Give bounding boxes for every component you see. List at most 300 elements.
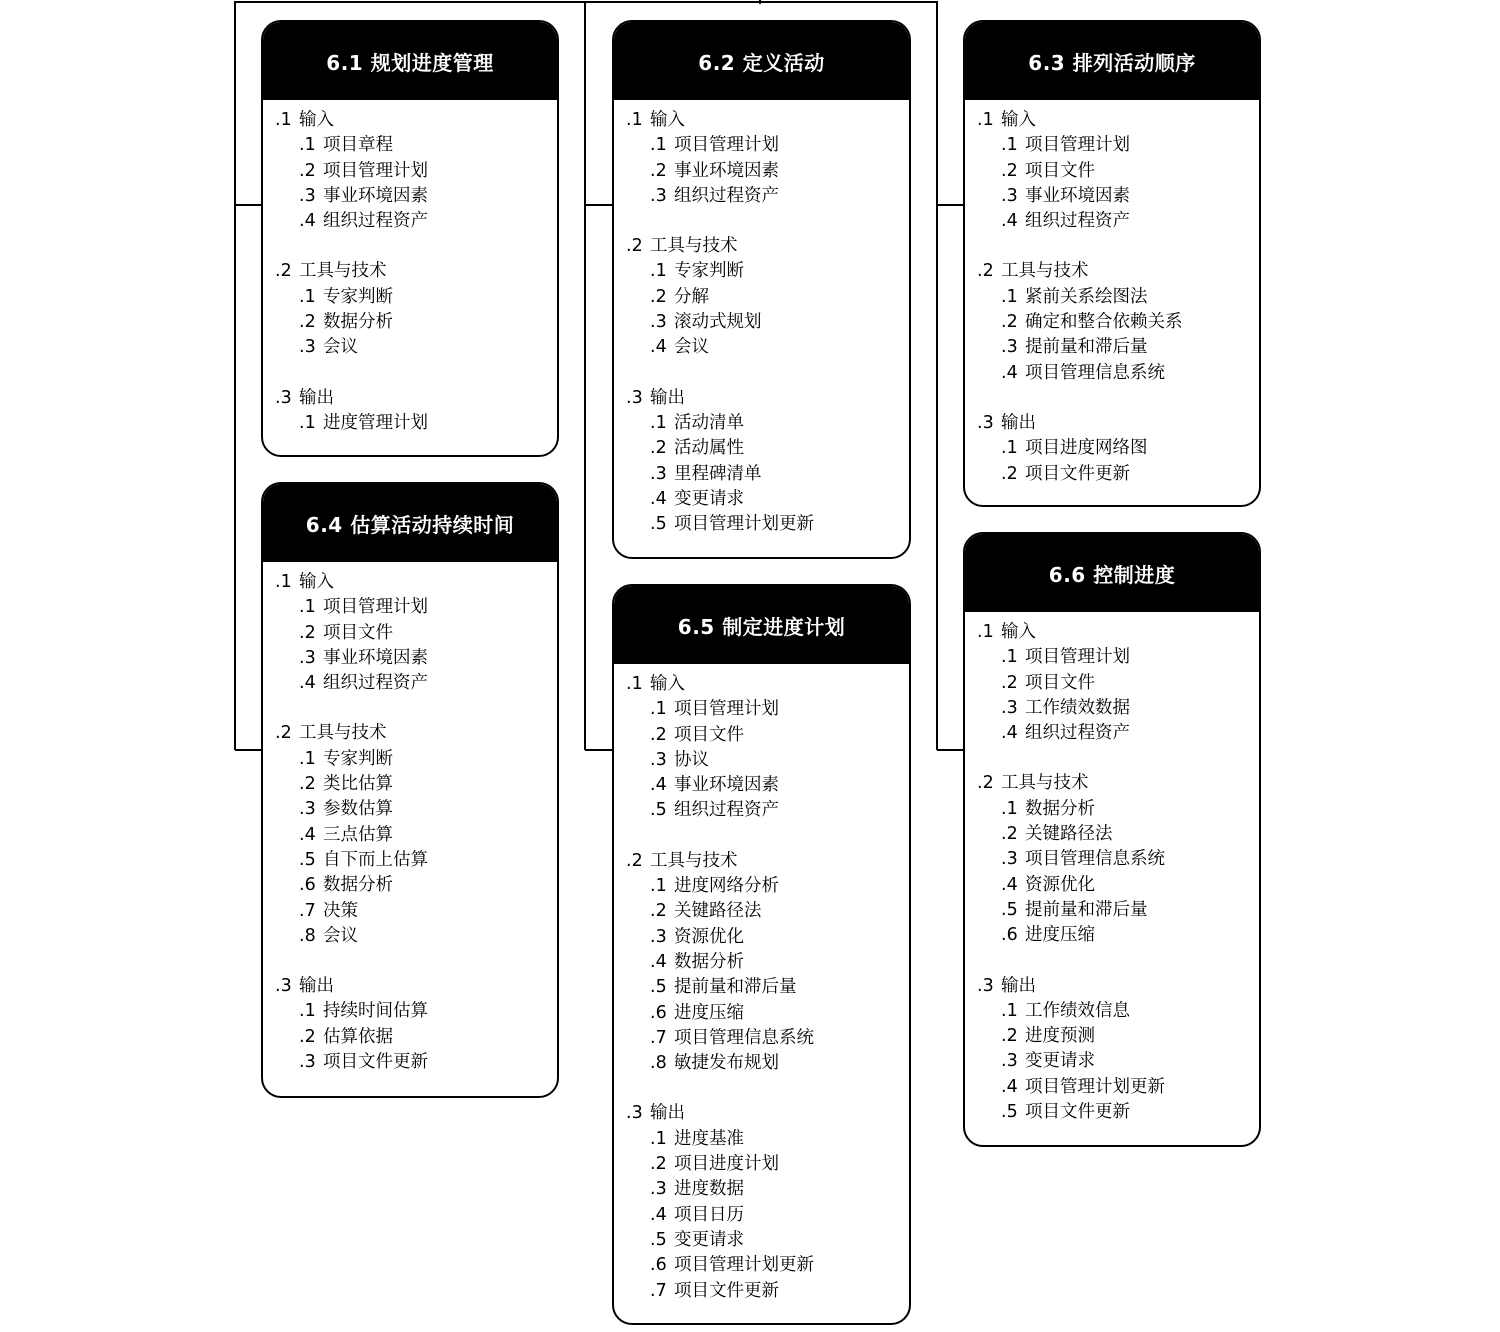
list-item: [626, 1279, 909, 1304]
list-item: [626, 899, 909, 924]
list-item: [275, 335, 557, 360]
item-text: 进度数据: [674, 1179, 744, 1200]
item-text: 进度压缩: [1025, 925, 1095, 946]
item-number: .1: [299, 286, 316, 307]
section-heading: [626, 386, 909, 411]
item-number: .2: [1001, 1026, 1018, 1047]
section-number: .2: [275, 261, 292, 282]
item-number: .5: [1001, 1102, 1018, 1123]
process-body: [614, 100, 909, 537]
list-item: [275, 797, 557, 822]
item-text: 事业环境因素: [323, 185, 428, 206]
process-section: [626, 672, 909, 824]
item-number: .4: [1001, 874, 1018, 895]
section-number: .3: [977, 412, 994, 433]
list-item: [977, 335, 1259, 360]
item-text: 提前量和滞后量: [674, 977, 797, 998]
process-section: [275, 259, 557, 360]
section-label: 工具与技术: [650, 236, 738, 257]
list-item: [275, 772, 557, 797]
item-text: 进度管理计划: [323, 412, 428, 433]
list-item: [275, 747, 557, 772]
item-number: .2: [299, 312, 316, 333]
section-number: .3: [275, 387, 292, 408]
item-number: .2: [650, 438, 667, 459]
item-text: 项目管理计划: [1025, 647, 1130, 668]
list-item: [977, 159, 1259, 184]
item-text: 项目管理计划更新: [674, 1255, 814, 1276]
list-item: [977, 1024, 1259, 1049]
process-title: 6.1 规划进度管理: [263, 22, 557, 100]
item-number: .2: [299, 160, 316, 181]
item-number: .3: [1001, 1051, 1018, 1072]
item-text: 项目日历: [674, 1204, 744, 1225]
item-number: .3: [299, 647, 316, 668]
list-item: [977, 923, 1259, 948]
item-number: .6: [299, 875, 316, 896]
item-number: .4: [650, 1204, 667, 1225]
section-heading: [275, 974, 557, 999]
section-heading: [626, 672, 909, 697]
item-number: .1: [650, 699, 667, 720]
section-label: 输入: [650, 674, 685, 694]
section-heading: [626, 849, 909, 874]
list-item: [626, 512, 909, 537]
list-item: [275, 184, 557, 209]
item-number: .1: [1001, 135, 1018, 156]
item-text: 项目文件: [674, 724, 744, 745]
list-item: [977, 847, 1259, 872]
process-body: [965, 612, 1259, 1125]
item-number: .3: [299, 337, 316, 358]
item-number: .3: [299, 185, 316, 206]
item-number: .5: [650, 977, 667, 998]
item-text: 关键路径法: [674, 901, 762, 922]
process-section: [977, 259, 1259, 385]
list-item: [275, 595, 557, 620]
process-section: [626, 386, 909, 538]
item-text: 进度网络分析: [674, 876, 779, 897]
item-number: .1: [1001, 286, 1018, 307]
section-label: 输出: [1001, 975, 1036, 996]
process-title: 6.6 控制进度: [965, 534, 1259, 612]
process-section: [275, 974, 557, 1075]
item-number: .5: [1001, 899, 1018, 920]
list-item: [977, 999, 1259, 1024]
item-text: 提前量和滞后量: [1025, 899, 1148, 920]
item-number: .1: [299, 412, 316, 433]
list-item: [626, 436, 909, 461]
item-text: 事业环境因素: [323, 647, 428, 668]
item-number: .2: [299, 622, 316, 643]
process-section: [626, 234, 909, 360]
list-item: [977, 797, 1259, 822]
list-item: [977, 873, 1259, 898]
item-text: 专家判断: [674, 261, 744, 282]
item-number: .1: [299, 135, 316, 156]
section-label: 输出: [650, 387, 685, 408]
item-text: 估算依据: [323, 1026, 393, 1047]
list-item: [626, 1001, 909, 1026]
item-text: 项目管理计划更新: [674, 514, 814, 535]
list-item: [626, 133, 909, 158]
list-item: [626, 874, 909, 899]
item-text: 进度压缩: [674, 1002, 744, 1023]
list-item: [626, 1228, 909, 1253]
item-text: 分解: [674, 286, 709, 307]
item-text: 资源优化: [674, 926, 744, 947]
process-title: 6.3 排列活动顺序: [965, 22, 1259, 100]
list-item: [977, 436, 1259, 461]
item-text: 项目管理信息系统: [1025, 849, 1165, 870]
item-number: .2: [1001, 463, 1018, 484]
list-item: [626, 1152, 909, 1177]
list-item: [275, 1050, 557, 1075]
item-text: 组织过程资产: [1025, 723, 1130, 744]
item-number: .1: [299, 748, 316, 769]
list-item: [626, 1051, 909, 1076]
process-section: [275, 386, 557, 437]
section-number: .1: [275, 572, 292, 592]
item-number: .8: [650, 1053, 667, 1074]
item-number: .3: [650, 463, 667, 484]
process-section: [977, 108, 1259, 234]
item-text: 项目进度网络图: [1025, 438, 1148, 459]
item-text: 类比估算: [323, 774, 393, 795]
item-number: .3: [299, 799, 316, 820]
item-number: .4: [1001, 211, 1018, 232]
item-number: .4: [650, 951, 667, 972]
item-text: 项目章程: [323, 135, 393, 156]
item-text: 项目文件: [1025, 160, 1095, 181]
list-item: [626, 975, 909, 1000]
item-text: 项目管理计划: [674, 135, 779, 156]
item-text: 里程碑清单: [674, 463, 762, 484]
item-number: .1: [650, 1128, 667, 1149]
item-text: 项目管理信息系统: [1025, 362, 1165, 383]
item-number: .5: [650, 514, 667, 535]
list-item: [626, 411, 909, 436]
section-number: .3: [275, 976, 292, 997]
process-section: [626, 108, 909, 209]
item-text: 组织过程资产: [323, 673, 428, 694]
item-text: 数据分析: [323, 875, 393, 896]
list-item: [977, 696, 1259, 721]
item-number: .2: [1001, 312, 1018, 333]
process-card-6-5: [612, 584, 911, 1325]
process-title: 6.4 估算活动持续时间: [263, 484, 557, 562]
item-number: .3: [650, 1179, 667, 1200]
item-number: .6: [1001, 925, 1018, 946]
item-number: .4: [1001, 362, 1018, 383]
item-number: .3: [1001, 849, 1018, 870]
item-text: 数据分析: [1025, 798, 1095, 819]
list-item: [977, 285, 1259, 310]
item-text: 资源优化: [1025, 874, 1095, 895]
process-section: [977, 771, 1259, 948]
section-number: .3: [626, 387, 643, 408]
section-heading: [977, 259, 1259, 284]
item-text: 变更请求: [674, 1229, 744, 1250]
item-number: .3: [1001, 337, 1018, 358]
list-item: [275, 848, 557, 873]
item-text: 项目文件更新: [1025, 1102, 1130, 1123]
list-item: [626, 259, 909, 284]
process-title: 6.2 定义活动: [614, 22, 909, 100]
item-text: 变更请求: [1025, 1051, 1095, 1072]
item-text: 项目管理计划更新: [1025, 1076, 1165, 1097]
section-label: 输入: [299, 110, 334, 130]
item-text: 数据分析: [674, 951, 744, 972]
item-number: .8: [299, 925, 316, 946]
list-item: [626, 310, 909, 335]
item-number: .3: [650, 926, 667, 947]
item-number: .3: [1001, 697, 1018, 718]
item-number: .4: [650, 775, 667, 796]
list-item: [977, 645, 1259, 670]
item-text: 项目管理计划: [674, 699, 779, 720]
list-item: [626, 748, 909, 773]
list-item: [626, 159, 909, 184]
item-number: .2: [650, 1154, 667, 1175]
item-number: .2: [1001, 160, 1018, 181]
item-text: 三点估算: [323, 824, 393, 845]
list-item: [275, 159, 557, 184]
item-number: .1: [299, 597, 316, 618]
list-item: [977, 1075, 1259, 1100]
item-text: 组织过程资产: [674, 185, 779, 206]
section-heading: [626, 108, 909, 133]
item-number: .3: [650, 185, 667, 206]
section-heading: [977, 108, 1259, 133]
item-text: 协议: [674, 749, 709, 770]
item-number: .4: [299, 211, 316, 232]
process-section: [977, 620, 1259, 746]
section-number: .2: [626, 236, 643, 257]
section-label: 工具与技术: [1001, 773, 1089, 794]
item-text: 持续时间估算: [323, 1001, 428, 1022]
list-item: [275, 899, 557, 924]
section-number: .3: [977, 975, 994, 996]
list-item: [626, 950, 909, 975]
item-number: .1: [650, 412, 667, 433]
item-number: .7: [650, 1280, 667, 1301]
item-number: .3: [650, 749, 667, 770]
list-item: [626, 925, 909, 950]
list-item: [977, 361, 1259, 386]
item-number: .4: [299, 673, 316, 694]
section-heading: [977, 974, 1259, 999]
item-text: 参数估算: [323, 799, 393, 820]
list-item: [977, 671, 1259, 696]
process-section: [275, 570, 557, 696]
list-item: [275, 411, 557, 436]
section-number: .2: [977, 773, 994, 794]
item-text: 会议: [323, 925, 358, 946]
list-item: [626, 335, 909, 360]
list-item: [977, 184, 1259, 209]
item-text: 确定和整合依赖关系: [1025, 312, 1183, 333]
section-heading: [626, 234, 909, 259]
list-item: [977, 209, 1259, 234]
item-number: .3: [650, 312, 667, 333]
item-number: .5: [299, 849, 316, 870]
list-item: [977, 462, 1259, 487]
list-item: [275, 1025, 557, 1050]
item-number: .1: [650, 135, 667, 156]
section-label: 工具与技术: [299, 261, 387, 282]
item-text: 紧前关系绘图法: [1025, 286, 1148, 307]
list-item: [626, 487, 909, 512]
section-label: 工具与技术: [1001, 261, 1089, 282]
item-number: .3: [299, 1052, 316, 1073]
item-text: 组织过程资产: [1025, 211, 1130, 232]
list-item: [275, 999, 557, 1024]
item-number: .2: [650, 901, 667, 922]
item-number: .4: [650, 337, 667, 358]
item-text: 专家判断: [323, 748, 393, 769]
item-number: .2: [650, 160, 667, 181]
list-item: [275, 873, 557, 898]
list-item: [275, 285, 557, 310]
process-title: 6.5 制定进度计划: [614, 586, 909, 664]
section-label: 输入: [1001, 110, 1036, 130]
process-card-6-4: [261, 482, 559, 1098]
section-label: 工具与技术: [299, 723, 387, 744]
item-number: .6: [650, 1002, 667, 1023]
item-text: 项目管理计划: [323, 160, 428, 181]
process-section: [977, 411, 1259, 487]
list-item: [977, 310, 1259, 335]
item-number: .1: [1001, 438, 1018, 459]
section-label: 输出: [1001, 412, 1036, 433]
item-number: .1: [650, 261, 667, 282]
process-section: [275, 108, 557, 234]
list-item: [626, 798, 909, 823]
item-text: 关键路径法: [1025, 824, 1113, 845]
item-number: .1: [299, 1001, 316, 1022]
list-item: [275, 133, 557, 158]
item-number: .4: [299, 824, 316, 845]
item-number: .2: [1001, 672, 1018, 693]
item-text: 会议: [674, 337, 709, 358]
section-number: .3: [626, 1103, 643, 1124]
item-text: 决策: [323, 900, 358, 921]
process-card-6-6: [963, 532, 1261, 1147]
item-number: .7: [650, 1027, 667, 1048]
list-item: [977, 133, 1259, 158]
list-item: [977, 1049, 1259, 1074]
section-heading: [275, 570, 557, 595]
list-item: [275, 924, 557, 949]
section-label: 输入: [650, 110, 685, 130]
section-heading: [275, 259, 557, 284]
item-text: 进度预测: [1025, 1026, 1095, 1047]
process-section: [275, 721, 557, 949]
process-section: [626, 849, 909, 1077]
item-number: .2: [1001, 824, 1018, 845]
item-text: 项目文件更新: [1025, 463, 1130, 484]
list-item: [626, 1177, 909, 1202]
item-number: .5: [650, 800, 667, 821]
list-item: [275, 310, 557, 335]
process-body: [263, 562, 557, 1075]
section-label: 输出: [299, 387, 334, 408]
section-number: .2: [275, 723, 292, 744]
item-number: .4: [650, 488, 667, 509]
item-text: 项目管理信息系统: [674, 1027, 814, 1048]
item-text: 组织过程资产: [323, 211, 428, 232]
section-label: 输入: [1001, 622, 1036, 642]
section-heading: [977, 771, 1259, 796]
section-number: .1: [626, 110, 643, 130]
item-number: .2: [299, 1026, 316, 1047]
section-heading: [977, 620, 1259, 645]
list-item: [626, 1203, 909, 1228]
section-number: .2: [626, 850, 643, 871]
section-heading: [275, 108, 557, 133]
list-item: [977, 822, 1259, 847]
list-item: [275, 209, 557, 234]
list-item: [977, 898, 1259, 923]
item-text: 进度基准: [674, 1128, 744, 1149]
section-label: 输入: [299, 572, 334, 592]
item-text: 数据分析: [323, 312, 393, 333]
section-heading: [626, 1101, 909, 1126]
item-number: .2: [650, 724, 667, 745]
section-heading: [977, 411, 1259, 436]
item-text: 会议: [323, 337, 358, 358]
item-text: 项目管理计划: [323, 597, 428, 618]
item-text: 事业环境因素: [674, 775, 779, 796]
item-number: .5: [650, 1229, 667, 1250]
item-number: .2: [650, 286, 667, 307]
list-item: [275, 646, 557, 671]
item-text: 项目管理计划: [1025, 135, 1130, 156]
section-number: .1: [275, 110, 292, 130]
list-item: [275, 671, 557, 696]
item-text: 事业环境因素: [1025, 185, 1130, 206]
item-number: .1: [1001, 647, 1018, 668]
item-number: .4: [1001, 1076, 1018, 1097]
item-text: 工作绩效数据: [1025, 697, 1130, 718]
list-item: [626, 773, 909, 798]
list-item: [275, 621, 557, 646]
item-text: 自下而上估算: [323, 849, 428, 870]
item-text: 项目文件: [1025, 672, 1095, 693]
process-body: [965, 100, 1259, 487]
list-item: [626, 184, 909, 209]
list-item: [626, 723, 909, 748]
item-text: 工作绩效信息: [1025, 1000, 1130, 1021]
list-item: [626, 1127, 909, 1152]
section-number: .1: [626, 674, 643, 694]
list-item: [626, 1253, 909, 1278]
list-item: [977, 1100, 1259, 1125]
item-text: 变更请求: [674, 488, 744, 509]
section-label: 输出: [299, 976, 334, 997]
item-text: 活动属性: [674, 438, 744, 459]
section-label: 输出: [650, 1103, 685, 1124]
process-section: [626, 1101, 909, 1303]
item-text: 敏捷发布规划: [674, 1053, 779, 1074]
list-item: [626, 462, 909, 487]
item-text: 项目进度计划: [674, 1154, 779, 1175]
item-number: .6: [650, 1255, 667, 1276]
item-text: 项目文件更新: [674, 1280, 779, 1301]
item-text: 提前量和滞后量: [1025, 337, 1148, 358]
list-item: [275, 823, 557, 848]
